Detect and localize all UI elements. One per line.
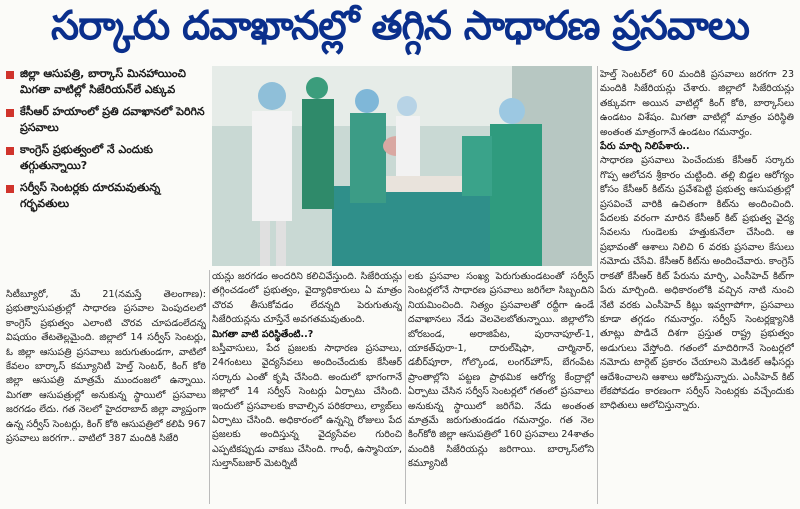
column-4-subhead: పేరు మార్చి నిలిపేశారు.. — [600, 141, 690, 153]
column-4-para1: హెల్త్ సెంటర్‌లో 60 మందికి ప్రసవాలు జరగగా 23 మందికి సిజేరియన్లు చేశారు. జిల్లాలో సిజేరియన్లు తక్కువగా అయిన వాటిల్లో కింగ్ కోఠి, బార్కాస్‌లు ఉండటం విశేషం. మిగతా వాటిల్లో మాత్రం పరిస్థితి అంతంత మాత్రంగానే ఉండటం గమనార్హం. — [600, 69, 794, 138]
column-4-para2: సాధారణ ప్రసవాలు పెంచేందుకు కేసీఆర్ సర్కారు గొప్ప ఆలోచన శ్రీకారం చుట్టింది. తల్లి బిడ్డల ఆరోగ్యం కోసం కేసీఆర్ కిట్‌ను ప్రవేశపెట్టి ప్రభుత్వ ఆసుపత్రుల్లో ప్రసవించే వారికి ఉచితంగా కిట్‌ను అందించింది. పేదలకు వరంగా మారిన కేసీఆర్ కిట్ ప్రభుత్వ వైద్య సేవలను గుండెలకు హత్తుకునేలా చేసింది. ఆ ప్రభావంతో ఆశాలు నిలిచి 6 వరకు ప్రసవాల కేసులు నమోదు చేసేవి. కేసీఆర్ కిట్‌ను అందించేవారు. కాంగ్రెస్ రాకతో కేసీఆర్ కిట్ పేరును మార్చి, ఎంసీహెచ్ కిట్‌గా పేరు మార్చింది. అధికారంలోకి వచ్చిన నాటి నుంచి నేటి వరకు ఎంసీహెచ్ కిట్లు ఇవ్వగాపోగా, ప్రసవాలు కూడా తగ్గడం గమనార్హం. సర్వీస్ సెంటర్లక్ష్యానికి తూట్లు పొడిచే దిశగా ప్రస్తుత రాష్ట్ర ప్రభుత్వం అడుగులు వేస్తోంది. గతంలో మాదిరిగానే సెంటర్లలో నమోదు టార్గెట్ ప్రకారం చేయాలని మెడికల్ ఆఫీసర్లు ఆదేశించాలని ఆశాలు ఆరోపిస్తున్నారు. ఎంసీహెచ్ కిట్ లేకపోవడం కారణంగా సర్వీస్ సెంటర్లకు వచ్చేందుకు బాధితులు ఆలోచిస్తున్నారు. — [600, 155, 794, 412]
square-bullet-icon — [6, 147, 14, 155]
highlight-text: జిల్లా ఆసుపత్రి, బార్కాస్ మినహాయించి మిగతా వాటిల్లో సిజేరియన్‌లే ఎక్కువ — [20, 67, 186, 96]
operation-theatre-photo — [212, 66, 592, 266]
column-1 — [6, 288, 206, 504]
column-1-text: సిటీబ్యూరో, మే 21(నమస్తే తెలంగాణ): ప్రభుత్వాసుపత్రుల్లో సాధారణ ప్రసవాల పెంపుదలలో కాంగ్రెస్ ప్రభుత్వం ఎలాంటి చొరవ చూపడంలేదన్న విషయం తేటతెల్లమైంది. జిల్లాలో 14 సర్వీస్ సెంటర్లు, ఓ జిల్లా ఆసుపత్రి ప్రసవాలు జరుగుతుండగా, వాటిలో కేవలం బార్కాస్ కమ్యూనిటీ హెల్త్ సెంటర్, కింగ్ కోఠి జిల్లా ఆసుపత్రి మాత్రమే ముందంజలో ఉన్నాయి. మిగతా ఆసుపత్రుల్లో అనుకున్న స్థాయిలో ప్రసవాలు జరగడం లేదు. గత నెలలో హైదరాబాద్ జిల్లా వ్యాప్తంగా ఉన్న సర్వీస్ సెంటర్లు, కింగ్ కోఠి ఆసుపత్రిలో కలిపి 967 ప్రసవాలు జరగగా.. వాటిలో 387 మందికి సిజేరి — [6, 289, 206, 445]
headline: సర్కారు దవాఖానల్లో తగ్గిన సాధారణ ప్రసవాలు — [51, 3, 749, 49]
square-bullet-icon — [6, 109, 14, 117]
highlight-item — [6, 142, 206, 174]
column-3-text: లకు ప్రసవాల సంఖ్య పెరుగుతుండటంతో సర్వీస్ సెంటర్లలోనే సాధారణ ప్రసవాలు జరిగేలా సిబ్బందిని నియమించింది. నిత్యం ప్రసవాలతో రద్దీగా ఉండే దవాఖానలు నేడు వెలవెలబోతున్నాయి. జిల్లాలోని బోరబండ, అరాజిపేట, పురానాపూల్-1, యాకత్‌పురా-1, దారుల్‌షిఫా, చార్మినార్, డబీర్‌పూరా, గోల్కొండ, లంగర్‌హౌస్, బేగంపేట ప్రాంతాల్లోని పట్టణ ప్రాథమిక ఆరోగ్య కేంద్రాల్లో ఏర్పాటు చేసిన సర్వీస్ సెంటర్లలో గతంలో ప్రసవాలు అనుకున్న స్థాయిలో జరిగేవి. నేడు అంతంత మాత్రమే జరుగుతుండడం గమనార్హం. గత నెల కింగ్‌కోఠి జిల్లా ఆసుపత్రిలో 160 ప్రసవాలు 24శాతం మందికి సిజేరియన్లు జరిగాయి. బార్కాస్‌లోని కమ్యూనిటీ — [408, 271, 594, 470]
column-3 — [408, 270, 594, 504]
square-bullet-icon — [6, 71, 14, 79]
highlight-item — [6, 66, 206, 98]
highlight-text: కేసీఆర్ హయాంలో ప్రతి దవాఖానలో పెరిగిన ప్రసవాలు — [20, 105, 205, 134]
column-2-para2: బస్తీవాసులు, పేద ప్రజలకు సాధారణ ప్రసవాలు, 24గంటలు వైద్యసేవలు అందించేందుకు కేసీఆర్ సర్కారు ఎంతో కృషి చేసింది. అందులో భాగంగానే జిల్లాలో 14 సర్వీస్ సెంటర్లు ఏర్పాటు చేసింది. ఇందులో ప్రసవాలకు కావాల్సిన పరికరాలు, ల్యాబ్‌లు ఏర్పాటు చేసింది. అధికారంలో ఉన్నన్ని రోజులు పేద ప్రజలకు అందిస్తున్న వైద్యసేవల గురించి ఎప్పటికప్పుడు వాకబు చేసింది. గాంధీ, ఉస్మానియా, సుల్తాన్‌బజార్ మెటర్నిటీ — [212, 343, 402, 470]
square-bullet-icon — [6, 185, 14, 193]
column-divider — [209, 270, 210, 504]
highlight-item — [6, 180, 206, 212]
column-2-para1: యన్లు జరగడం అందరిని కలిచివేస్తుంది. సిజేరియన్లు తగ్గించడంలో ప్రభుత్వం, వైద్యాధికారులు ఏ మాత్రం చొరవ తీసుకోవడం లేదన్నది పెరుగుతున్న సిజేరియన్లను చూస్తేనే అవగతమవుతుంది. — [212, 271, 402, 326]
highlight-text: సర్వీస్ సెంటర్లకు దూరమవుతున్న గర్భవతులు — [20, 181, 161, 210]
column-2 — [212, 270, 402, 504]
highlight-item — [6, 104, 206, 136]
column-divider — [597, 66, 598, 504]
column-2-subhead: మిగతా వాటి పరిస్థితేంటి..? — [212, 328, 314, 340]
news-photo — [212, 66, 592, 266]
highlight-text: కాంగ్రెస్ ప్రభుత్వంలో నే ఎందుకు తగ్గుతున్నాయి? — [20, 143, 153, 172]
highlights-box — [6, 66, 206, 286]
column-divider — [405, 270, 406, 504]
column-4 — [600, 68, 794, 504]
